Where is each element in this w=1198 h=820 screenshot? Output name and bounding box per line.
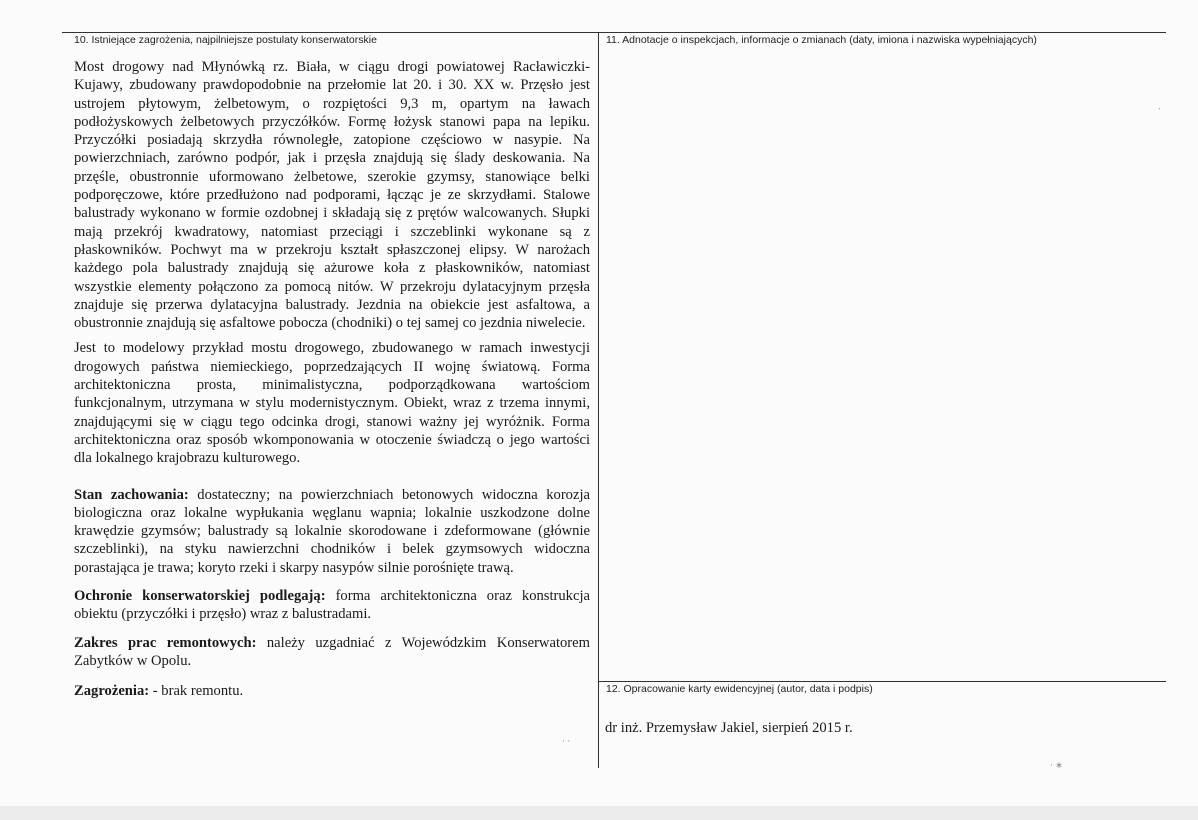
protection-text: forma architektoniczna oraz konstrukcja obiektu (przyczółki i przęsło) wraz z balustradami.: [74, 588, 590, 623]
condition-label: Stan zachowania:: [74, 486, 189, 503]
scan-speck: ‧: [1158, 104, 1161, 114]
description-paragraph: Most drogowy nad Młynówką rz. Biała, w ciągu drogi powiatowej Racławiczki-Kujawy, zbudowany prawdopodobnie na przełomie lat 20. i 30. XX w. Przęsło jest ustrojem płytowym, żelbetowym, o rozpiętości 9,3 m, opartym na ławach podłożyskowych żelbetowych przyczółków. Formę łożysk stanowi papa na lepiku. Przyczółki posiadają skrzydła równoległe, zatopione częściowo w nasypie. Na powierzchniach, zarówno podpór, jak i przęsła znajdują się ślady deskowania. Na przęśle, obustronnie uformowano żelbetowe, szerokie gzymsy, stanowiące belki podporęczowe, które przedłużono nad podporami, łącząc je ze skrzydłami. Stalowe balustrady wykonano w formie ozdobnej i składają się z prętów walcowanych. Słupki mają przekrój kwadratowy, natomiast przeciągi i szczeblinki wykonane są z płaskowników. Pochwyt ma w przekroju kształt spłaszczonej elipsy. W narożach każdego pola balustrady znajdują się ażurowe koła z płaskowników, natomiast wszystkie elementy połączono za pomocą nitów. W przekroju dylatacyjnym przęsła znajduje się przerwa dylatacyjna balustrady. Jezdnia na obiekcie jest asfaltowa, a obustronnie znajdują się asfaltowe pobocza (chodniki) o tej samej co jezdnia niwelecie.: [74, 59, 590, 332]
section-12-rule: [598, 681, 1166, 682]
section-10-header: 10. Istniejące zagrożenia, najpilniejsze postulaty konserwatorskie: [74, 34, 377, 46]
protection-label: Ochronie konserwatorskiej podlegają:: [74, 588, 326, 605]
section-11-header: 11. Adnotacje o inspekcjach, informacje o zmianach (daty, imiona i nazwiska wypełniających): [606, 34, 1037, 46]
scan-bottom-edge: [0, 806, 1198, 820]
scan-speck: · ·: [562, 736, 571, 746]
condition-paragraph: [74, 486, 590, 577]
condition-text: dostateczny; na powierzchniach betonowych widoczna korozja biologiczna oraz lokalne wypłukania węglanu wapnia; lokalnie uszkodzone dolne krawędzie gzymsów; balustrady są lokalnie skorodowane i zdeformowane (głównie szczeblinki), na styku nawierzchni chodników i belek gzymsowych widoczna porastająca je trawa; koryto rzeki i skarpy nasypów silnie porośnięte trawą.: [74, 486, 590, 576]
top-rule: [62, 32, 1166, 33]
protection-paragraph: [74, 587, 590, 624]
significance-paragraph: Jest to modelowy przykład mostu drogowego, zbudowanego w ramach inwestycji drogowych państwa niemieckiego, poprzedzających II wojnę światową. Forma architektoniczna prosta, minimalistyczna, podporządkowana wartościom funkcjonalnym, utrzymana w stylu modernistycznym. Obiekt, wraz z trzema innymi, znajdującymi się w ciągu tego odcinka drogi, stanowi ważny jej wyróżnik. Forma architektoniczna oraz sposób wkomponowania w otoczenie świadczą o jego wartości dla lokalnego krajobrazu kulturowego.: [74, 340, 590, 467]
works-paragraph: [74, 634, 590, 671]
works-label: Zakres prac remontowych:: [74, 634, 257, 651]
section-12-header: 12. Opracowanie karty ewidencyjnej (autor, data i podpis): [606, 683, 873, 695]
section-10-content: [74, 58, 590, 701]
author-signature-line: dr inż. Przemysław Jakiel, sierpień 2015 r.: [605, 720, 853, 736]
threats-label: Zagrożenia:: [74, 683, 150, 700]
threats-text: - brak remontu.: [149, 683, 244, 700]
scan-speck: · ∗: [1050, 760, 1063, 770]
works-text: należy uzgadniać z Wojewódzkim Konserwatorem Zabytków w Opolu.: [74, 634, 590, 669]
column-divider: [598, 32, 599, 768]
threats-paragraph: [74, 682, 590, 700]
